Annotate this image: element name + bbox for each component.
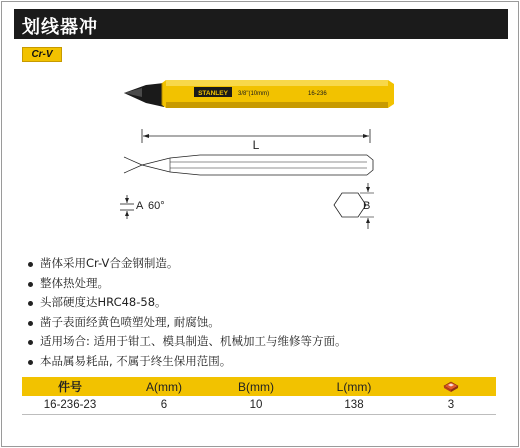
a-dimension-label: A (136, 200, 144, 212)
cell-l: 138 (302, 396, 406, 414)
hex-section (334, 193, 366, 217)
tool-tip (124, 83, 164, 107)
feature-item: 适用场合: 适用于钳工、模具制造、机械加工与维修等方面。 (28, 332, 347, 352)
table-header-row (22, 377, 496, 396)
length-label: L (252, 138, 260, 152)
tool-brand-text: STANLEY (198, 90, 228, 97)
angle-label: 60° (148, 200, 165, 212)
material-badge (22, 47, 62, 62)
header-l: L(mm) (302, 377, 406, 396)
feature-item: 凿体采用Cr-V合金钢制造。 (28, 254, 347, 274)
header-part-number: 件号 (22, 377, 118, 396)
cell-b: 10 (210, 396, 302, 414)
b-dimension-label: B (363, 200, 371, 212)
product-image (102, 64, 432, 120)
cell-a: 6 (118, 396, 210, 414)
cell-part-number: 16-236-23 (22, 396, 118, 414)
feature-item: 头部硬度达HRC48-58。 (28, 293, 347, 313)
tool-model-text: 16-236 (308, 91, 327, 97)
dimension-diagram (112, 127, 412, 247)
header-b: B(mm) (210, 377, 302, 396)
product-card (1, 1, 519, 447)
material-label: Cr-V (31, 49, 53, 60)
spec-table (22, 377, 496, 415)
tool-size-text: 3/8"(10mm) (238, 91, 270, 97)
feature-item: 整体热处理。 (28, 274, 347, 294)
header-pack (406, 377, 496, 396)
feature-item: 凿子表面经黄色喷塑处理, 耐腐蚀。 (28, 313, 347, 333)
header-a: A(mm) (118, 377, 210, 396)
page-title: 划线器冲 (22, 17, 98, 38)
table-row (22, 396, 496, 414)
package-quantity-icon (443, 381, 459, 393)
cell-pack-qty: 3 (406, 396, 496, 414)
feature-list (28, 254, 347, 371)
title-bar (14, 9, 508, 39)
feature-item: 本品属易耗品, 不属于终生保用范围。 (28, 352, 347, 372)
